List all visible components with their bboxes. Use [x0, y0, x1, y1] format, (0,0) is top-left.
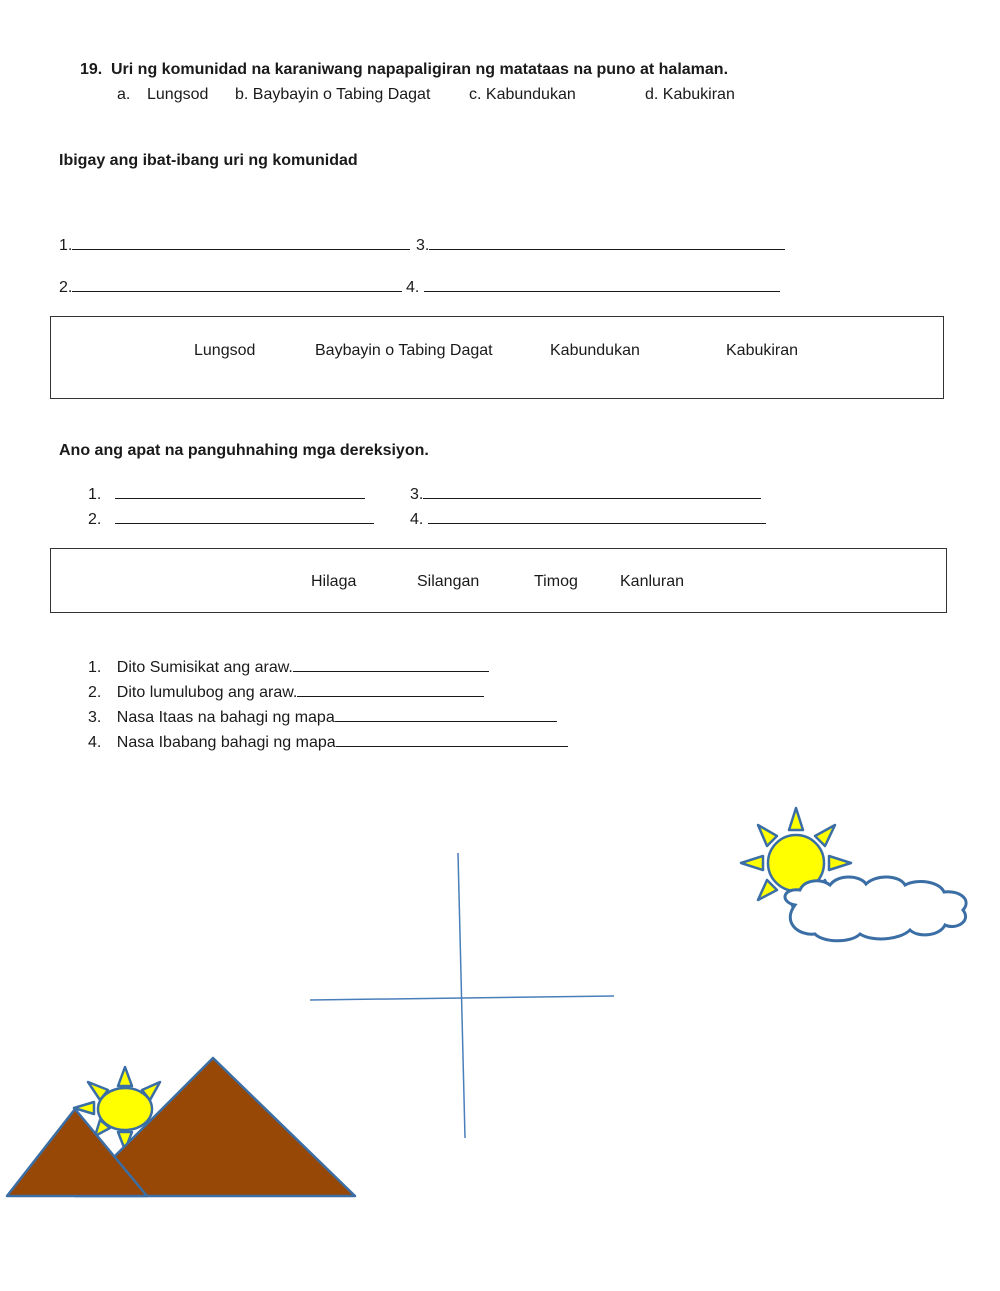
answer-line-label: 1. [88, 486, 102, 503]
answer-line-label: 2. [59, 279, 73, 296]
mountains-icon [7, 1058, 355, 1196]
answer-line-label: 3. [416, 237, 430, 254]
compass-vertical-line [458, 853, 465, 1138]
word-kanluran[interactable]: Kanluran [620, 573, 685, 590]
word-lungsod[interactable]: Lungsod [194, 342, 256, 359]
question-number: 3. [88, 709, 102, 726]
question-number: 1. [88, 659, 102, 676]
answer-line-label: 3. [410, 486, 424, 503]
question-number: 4. [88, 734, 102, 751]
word-baybayin[interactable]: Baybayin o Tabing Dagat [315, 342, 493, 359]
question-text: Nasa Ibabang bahagi ng mapa [116, 734, 336, 751]
answer-line-label: 4. [406, 279, 420, 296]
question-text: Nasa Itaas na bahagi ng mapa [116, 709, 335, 726]
question-number: 2. [88, 684, 102, 701]
q19-choice-a: Lungsod [147, 86, 209, 103]
q19-choice-b: b. Baybayin o Tabing Dagat [235, 86, 431, 103]
word-kabukiran[interactable]: Kabukiran [726, 342, 799, 359]
question-text: Dito lumulubog ang araw. [116, 684, 298, 701]
section2-heading: Ano ang apat na panguhnahing mga dereksiyon. [59, 442, 429, 459]
q19-number: 19. [80, 61, 103, 78]
answer-line-label: 4. [410, 511, 424, 528]
cloud-icon [785, 877, 966, 941]
question-text: Dito Sumisikat ang araw. [116, 659, 293, 676]
answer-line-label: 2. [88, 511, 102, 528]
word-hilaga[interactable]: Hilaga [311, 573, 357, 590]
word-silangan[interactable]: Silangan [417, 573, 480, 590]
q19-choice-d: d. Kabukiran [645, 86, 735, 103]
q19-choice-c: c. Kabundukan [469, 86, 576, 103]
word-kabundukan[interactable]: Kabundukan [550, 342, 640, 359]
section1-heading: Ibigay ang ibat-ibang uri ng komunidad [59, 152, 358, 169]
word-timog[interactable]: Timog [534, 573, 578, 590]
q19-question: Uri ng komunidad na karaniwang napapaligiran ng matataas na puno at halaman. [111, 61, 729, 78]
q19-choice-a-letter: a. [117, 86, 131, 103]
answer-line-label: 1. [59, 237, 73, 254]
